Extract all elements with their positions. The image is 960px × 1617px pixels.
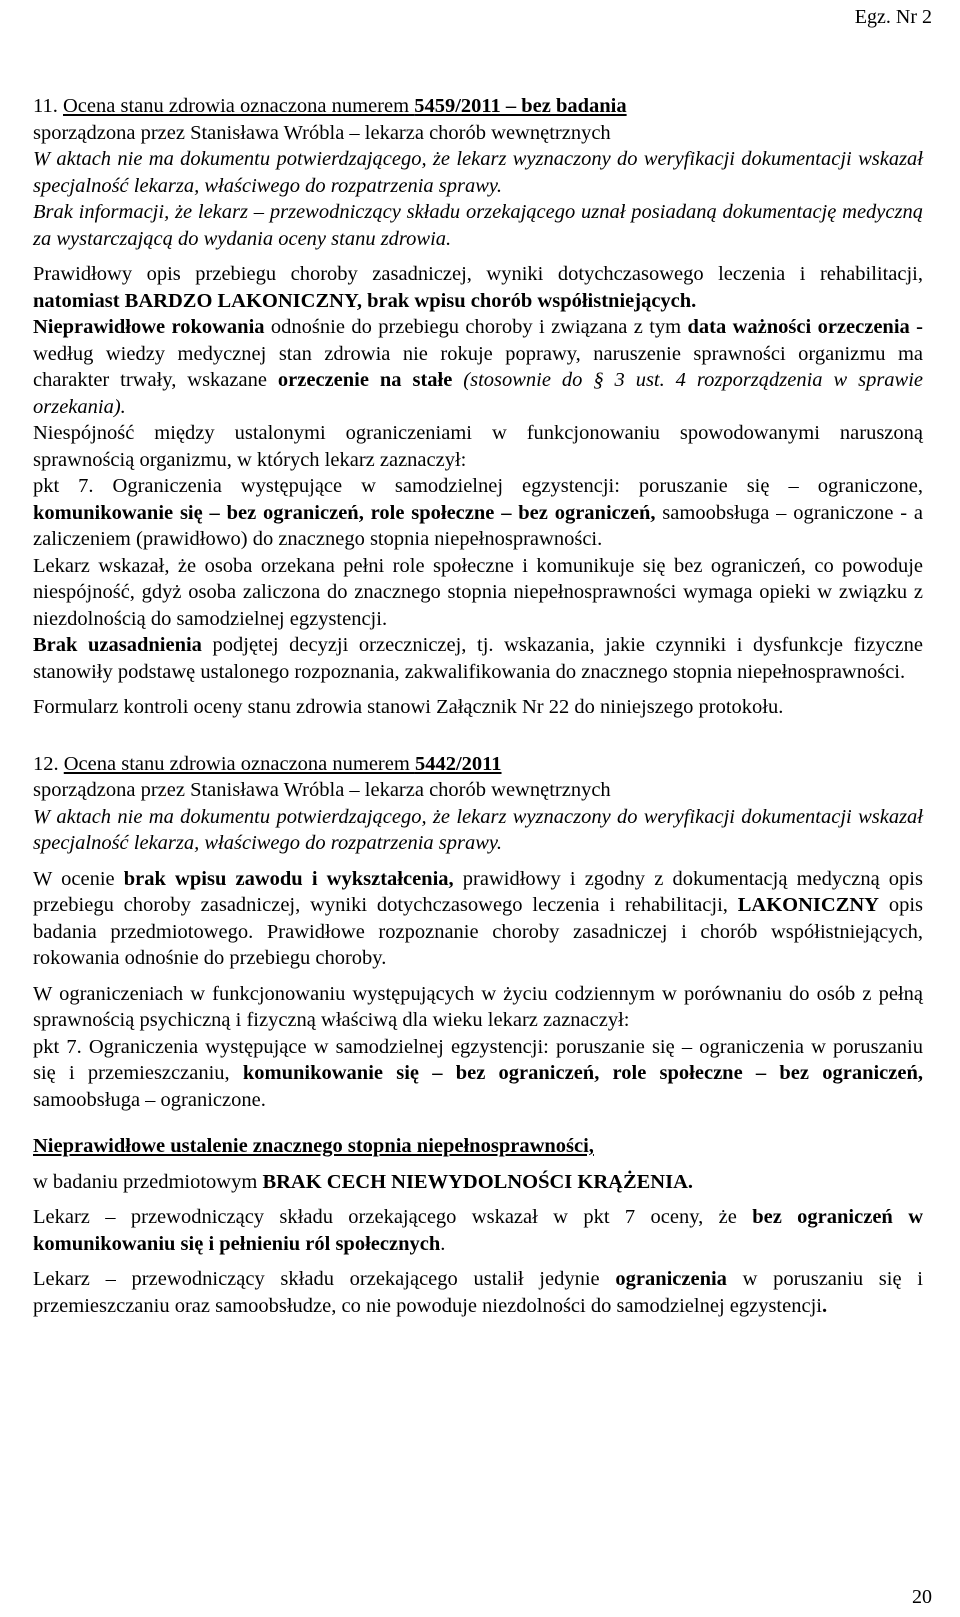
conclusion-text-2: w poruszaniu się i przemieszczaniu oraz samoobsłudze, co nie powoduje niezdolności do samodzielnej egzystencji	[33, 1268, 923, 1317]
evaluation-text-3: opis badania przedmiotowego. Prawidłowe rozpoznanie choroby zasadniczej i chorób współistniejących, rokowania odnośnie do przebiegu choroby.	[33, 894, 923, 969]
section-12-limitations: W ograniczeniach w funkcjonowaniu występujących w życiu codziennym w porównaniu do osób z pełną sprawnością psychiczną i fizyczną właściwą dla wieku lekarz zaznaczył:	[33, 982, 923, 1031]
section-title: Ocena stanu zdrowia oznaczona numerem	[63, 752, 415, 775]
point-text: pkt 7. Ograniczenia występujące w samodzielnej egzystencji: poruszanie się – ograniczenia w poruszaniu się i przemieszczaniu,	[33, 1035, 923, 1084]
section-case-number: 5459/2011 – bez badania	[414, 95, 627, 117]
examination-emphasis: BRAK CECH NIEWYDOLNOŚCI KRĄŻENIA.	[262, 1170, 693, 1193]
chair-text-end: .	[440, 1232, 446, 1255]
incorrect-ruling-emphasis: Nieprawidłowe ustalenie znacznego stopnia niepełnosprawności,	[33, 1135, 594, 1157]
section-number: 12.	[33, 752, 64, 775]
point-emphasis: komunikowanie się – bez ograniczeń, role społeczne – bez ograniczeń,	[242, 1062, 923, 1084]
description-text: Prawidłowy opis przebiegu choroby zasadniczej, wyniki dotychczasowego leczenia i rehabilitacji,	[33, 263, 923, 285]
chair-emphasis: bez ograniczeń w komunikowaniu się i pełnieniu ról społecznych	[33, 1206, 924, 1255]
section-12-conclusion	[33, 1266, 923, 1319]
legal-reference: (stosownie do § 3 ust. 4 rozporządzenia w sprawie orzekania).	[33, 369, 924, 418]
section-11-prognosis	[33, 314, 923, 420]
section-11-author: sporządzona przez Stanisława Wróbla – lekarza chorób wewnętrznych	[33, 121, 611, 144]
permanent-ruling-emphasis: orzeczenie na stałe	[277, 369, 453, 391]
point-emphasis: komunikowanie się – bez ograniczeń, role społeczne – bez ograniczeń,	[33, 501, 656, 524]
validity-emphasis: data ważności orzeczenia -	[687, 316, 923, 338]
section-12-author: sporządzona przez Stanisława Wróbla – lekarza chorób wewnętrznych	[33, 779, 611, 801]
prognosis-text-2: według wiedzy medycznej stan zdrowia nie rokuje poprawy, naruszenie sprawności organizmu ma charakter trwały, wskazane	[33, 342, 923, 391]
section-11-point-7	[33, 473, 923, 553]
document-copy-label: Egz. Nr 2	[854, 6, 932, 28]
document-body	[33, 93, 923, 1319]
conclusion-text: Lekarz – przewodniczący składu orzekającego ustalił jedynie	[33, 1268, 616, 1290]
section-12-chair-note	[33, 1204, 923, 1257]
evaluation-emphasis: brak wpisu zawodu i wykształcenia,	[123, 867, 454, 890]
section-12-examination	[33, 1169, 923, 1196]
evaluation-text-2: prawidłowy i zgodny z dokumentacją medyczną opis przebiegu choroby zasadniczej, wyniki dotychczasowego leczenia i rehabilitacji,	[33, 867, 923, 916]
section-11-justification	[33, 632, 923, 685]
prognosis-emphasis: Nieprawidłowe rokowania	[33, 316, 265, 338]
section-case-number: 5442/2011	[414, 752, 502, 775]
prognosis-text: odnośnie do przebiegu choroby i związana z tym	[264, 316, 688, 338]
section-12-point-7	[33, 1034, 923, 1114]
justification-emphasis: Brak uzasadnienia	[33, 634, 202, 656]
section-12-incorrect-ruling	[33, 1133, 923, 1160]
section-11-doctor-note: Lekarz wskazał, że osoba orzekana pełni role społeczne i komunikuje się bez ograniczeń, co powoduje niespójność, gdyż osoba zaliczona do znacznego stopnia niepełnosprawności wymaga opieki w związku z niezdolnością do samodzielnej egzystencji.	[33, 554, 923, 630]
examination-text: w badaniu przedmiotowym	[33, 1170, 263, 1193]
section-11-no-document: W aktach nie ma dokumentu potwierdzającego, że lekarz wyznaczony do weryfikacji dokumentacji wskazał specjalność lekarza, właściwego do rozpatrzenia sprawy.	[33, 148, 923, 197]
point-text-2: samoobsługa – ograniczone.	[33, 1088, 266, 1111]
description-emphasis: natomiast BARDZO LAKONICZNY, brak wpisu chorób współistniejących.	[33, 289, 697, 312]
chair-text: Lekarz – przewodniczący składu orzekającego wskazał w pkt 7 oceny, że	[33, 1206, 753, 1228]
section-12-heading	[33, 751, 923, 778]
section-11-no-information: Brak informacji, że lekarz – przewodniczący składu orzekającego uznał posiadaną dokumentację medyczną za wystarczającą do wydania oceny stanu zdrowia.	[33, 201, 923, 250]
section-11-inconsistency: Niespójność między ustalonymi ograniczeniami w funkcjonowaniu spowodowanymi naruszoną sprawnością organizmu, w których lekarz zaznaczył:	[33, 422, 923, 471]
section-11-description	[33, 261, 923, 314]
conclusion-end: .	[821, 1294, 828, 1317]
laconic-emphasis: LAKONICZNY	[737, 894, 879, 916]
section-11-form-note: Formularz kontroli oceny stanu zdrowia stanowi Załącznik Nr 22 do niniejszego protokołu.	[33, 696, 784, 718]
point-text-2: samoobsługa – ograniczone - a zaliczeniem (prawidłowo) do znacznego stopnia niepełnosprawności.	[33, 501, 924, 550]
section-11-heading	[33, 93, 923, 120]
point-text: pkt 7. Ograniczenia występujące w samodzielnej egzystencji: poruszanie się – ograniczone,	[33, 475, 923, 497]
conclusion-emphasis: ograniczenia	[615, 1268, 727, 1290]
evaluation-text: W ocenie	[33, 867, 124, 890]
justification-text: podjętej decyzji orzeczniczej, tj. wskazania, jakie czynniki i dysfunkcje fizyczne stanowiły podstawę ustalonego rozpoznania, zakwalifikowania do znacznego stopnia niepełnosprawności.	[33, 634, 923, 683]
section-title: Ocena stanu zdrowia oznaczona numerem	[63, 95, 415, 117]
section-12-evaluation	[33, 866, 923, 972]
section-number: 11.	[33, 95, 63, 117]
section-12-no-document: W aktach nie ma dokumentu potwierdzającego, że lekarz wyznaczony do weryfikacji dokumentacji wskazał specjalność lekarza, właściwego do rozpatrzenia sprawy.	[33, 805, 923, 854]
page-number: 20	[912, 1586, 932, 1608]
